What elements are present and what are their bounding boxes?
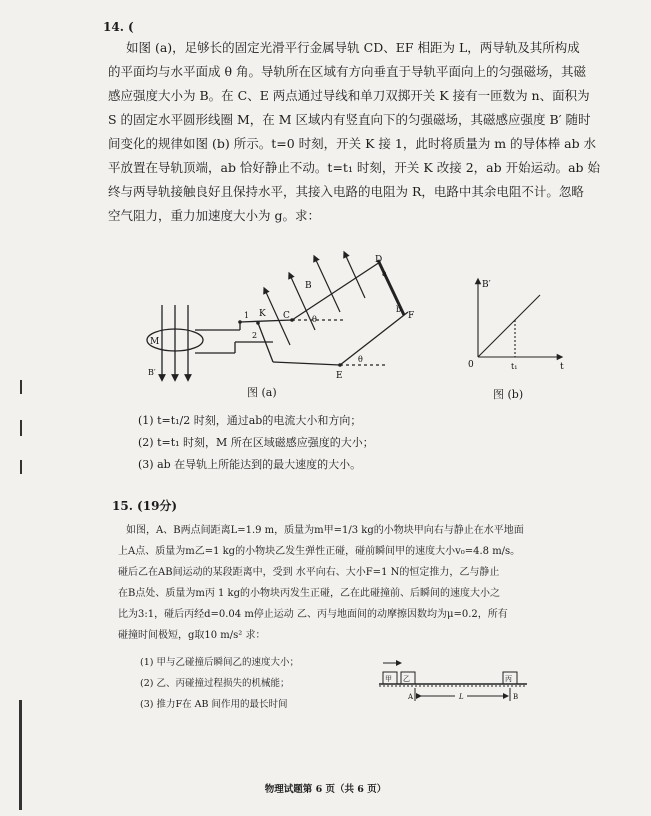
graph-b-yaxis-label: B′ <box>482 280 491 290</box>
question-15-text <box>118 520 524 646</box>
question-15-number: 15. (19分) <box>112 499 178 513</box>
scan-mark <box>20 460 22 474</box>
question-15-line: 碰撞时间极短，g取10 m/s² 求： <box>118 630 266 641</box>
label-E: E <box>336 371 343 381</box>
block-bing-label: 丙 <box>505 675 512 683</box>
label-switch-1: 1 <box>244 311 250 320</box>
figure-b-graph <box>460 275 570 375</box>
label-C: C <box>283 311 290 321</box>
question-15-subquestions <box>140 652 299 715</box>
label-theta-bottom: θ <box>358 355 363 364</box>
figure-a-caption: 图 (a) <box>247 386 277 399</box>
question-15-line: 碰后乙在AB间运动的某段距离中，受到 水平向右、大小F=1 N的恒定推力，乙与静止 <box>118 567 500 578</box>
label-B-field: B <box>305 281 312 291</box>
question-14-line: S 的固定水平圆形线圈 M，在 M 区域内有竖直向下的匀强磁场，其磁感应强度 B′ 随时 <box>108 112 591 127</box>
label-F: F <box>408 311 415 321</box>
scan-mark <box>20 420 22 436</box>
label-switch-2: 2 <box>252 331 258 340</box>
question-15-line: 比为3:1，碰后丙经d=0.04 m停止运动 乙、丙与地面间的动摩擦因数均为μ=0.2，所有 <box>118 609 508 620</box>
point-B-label: B <box>513 693 519 701</box>
subquestion: (2) 乙、丙碰撞过程损失的机械能； <box>140 678 290 689</box>
figure-b-caption: 图 (b) <box>493 388 524 401</box>
question-14-line: 如图 (a)，足够长的固定光滑平行金属导轨 CD、EF 相距为 L，两导轨及其所构成 <box>126 40 580 55</box>
distance-L-label: L <box>459 693 464 701</box>
scan-mark <box>20 380 22 394</box>
subquestion: (3) 推力F在 AB 间作用的最长时间 <box>140 699 288 710</box>
block-yi-label: 乙 <box>403 675 410 683</box>
label-a: a <box>382 269 387 278</box>
label-theta-top: θ <box>312 315 317 324</box>
question-14-line: 空气阻力，重力加速度大小为 g。求： <box>108 208 320 223</box>
label-Bprime: B′ <box>148 368 156 377</box>
graph-b-xaxis-label: t <box>560 362 564 372</box>
question-14-line: 终与两导轨接触良好且保持水平，其接入电路的电阻为 R，电路中其余电阻不计。忽略 <box>108 184 584 199</box>
question-15-line: 如图，A、B两点间距离L=1.9 m，质量为m甲=1/3 kg的小物块甲向右与静止在水平地面 <box>126 525 524 536</box>
subquestion: (3) ab 在导轨上所能达到的最大速度的大小。 <box>138 458 362 471</box>
subquestion: (2) t=t₁ 时刻，M 所在区域磁感应强度的大小； <box>138 436 374 449</box>
graph-b-t1: t₁ <box>511 362 518 371</box>
label-M: M <box>150 337 160 347</box>
question-14-line: 间变化的规律如图 (b) 所示。t=0 时刻，开关 K 接 1，此时将质量为 m 的导体棒 ab 水 <box>108 136 597 151</box>
label-K: K <box>259 309 266 319</box>
question-14-subquestions <box>138 410 374 476</box>
question-14-line: 的平面均与水平面成 θ 角。导轨所在区域有方向垂直于导轨平面向上的匀强磁场，其磁 <box>108 64 586 79</box>
block-jia-label: 甲 <box>385 675 392 683</box>
question-14-line: 平放置在导轨顶端，ab 恰好静止不动。t=t₁ 时刻，开关 K 改接 2，ab 开始运动。ab 始 <box>108 160 600 175</box>
question-14-number: 14. ( <box>103 20 134 34</box>
point-A-label: A <box>408 693 414 701</box>
graph-b-origin: 0 <box>468 360 474 370</box>
question-14-line: 感应强度大小为 B。在 C、E 两点通过导线和单刀双掷开关 K 接有一匝数为 n、面积为 <box>108 88 590 103</box>
label-b: b <box>396 305 402 314</box>
page-footer: 物理试题第 6 页（共 6 页） <box>264 784 387 795</box>
figure-15-diagram <box>375 657 535 707</box>
subquestion: (1) t=t₁/2 时刻，通过ab的电流大小和方向； <box>138 414 362 427</box>
question-15-line: 上A点、质量为m乙=1 kg的小物块乙发生弹性正碰，碰前瞬间甲的速度大小v₀=4.8 m/s。 <box>118 546 521 557</box>
question-15-line: 在B点处、质量为m丙 1 kg的小物块丙发生正碰，乙在此碰撞前、后瞬间的速度大小之 <box>118 588 501 599</box>
subquestion: (1) 甲与乙碰撞后瞬间乙的速度大小； <box>140 657 299 668</box>
figure-a-diagram <box>140 250 420 385</box>
question-14-text <box>108 36 600 228</box>
label-D: D <box>375 255 383 265</box>
